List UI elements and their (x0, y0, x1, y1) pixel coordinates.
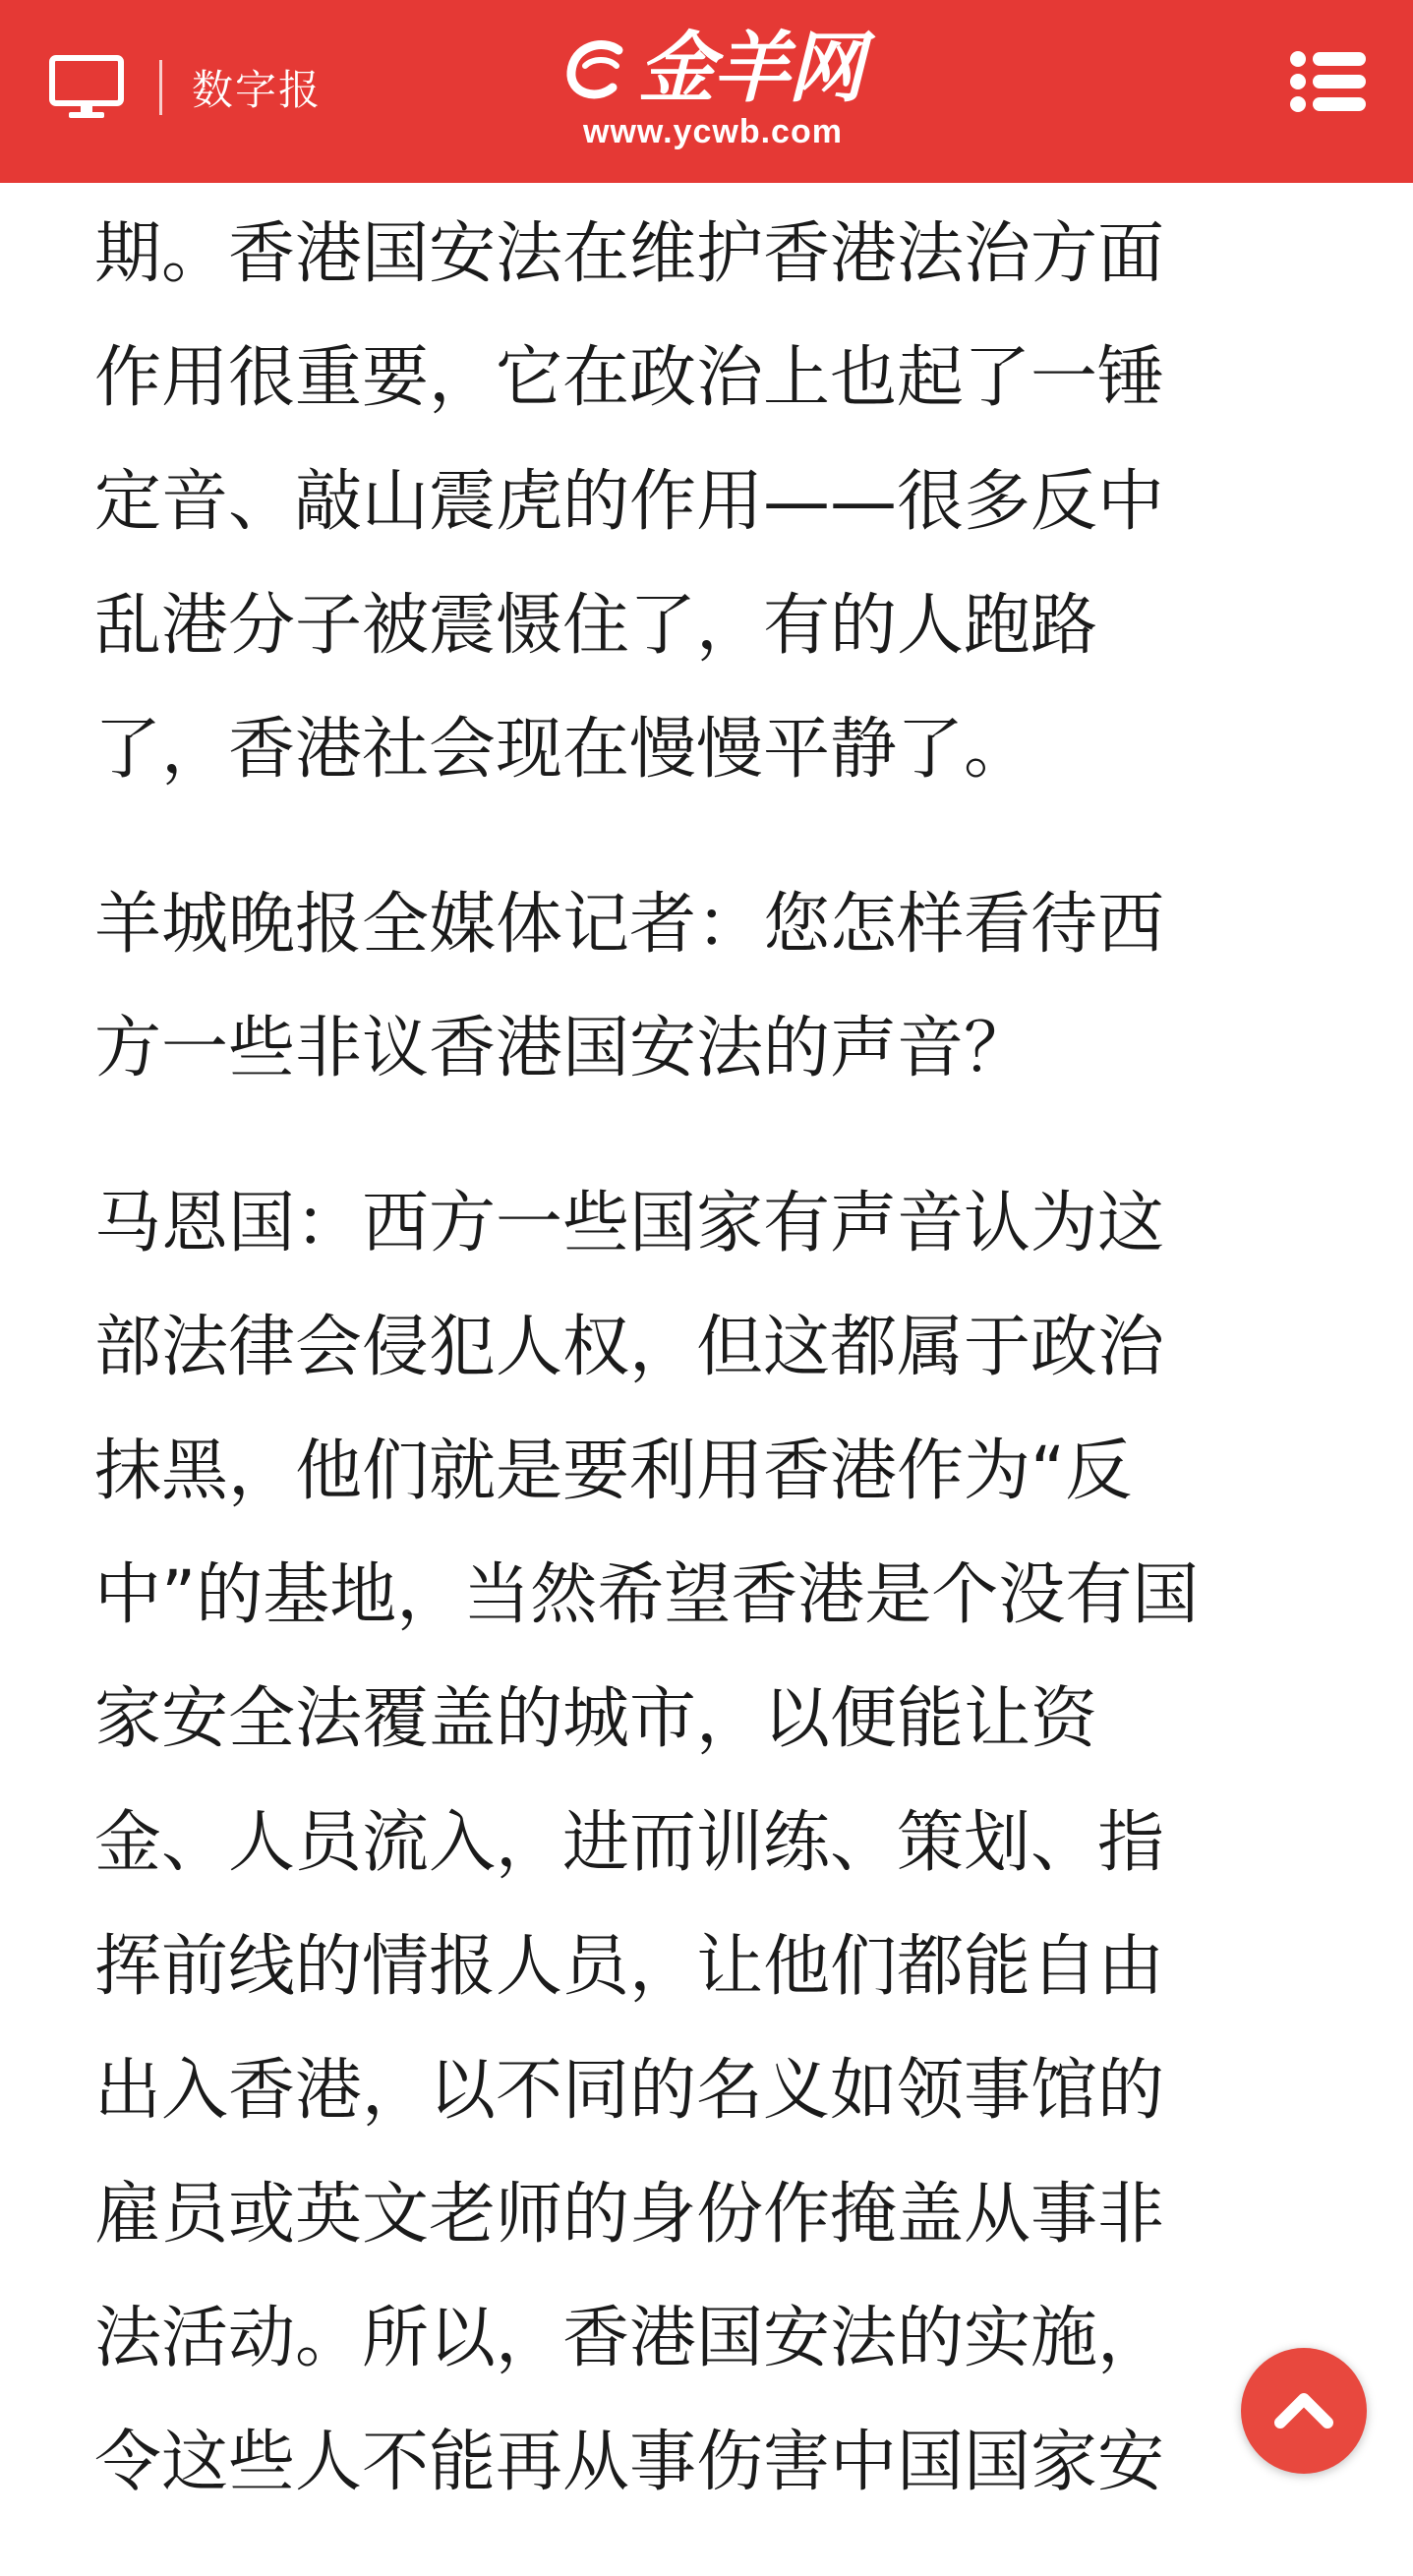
text-line: 家安全法覆盖的城市，以便能让资 (94, 1680, 1098, 1758)
text-line: 方一些非议香港国安法的声音？ (94, 1010, 1031, 1087)
logo-swirl-icon (563, 34, 632, 103)
logo-url: www.ycwb.com (583, 113, 843, 150)
digital-edition-link[interactable] (49, 55, 322, 120)
text-line: 乱港分子被震慑住了，有的人跑路 (94, 587, 1098, 665)
scroll-to-top-button[interactable] (1241, 2348, 1367, 2474)
article-paragraph (94, 193, 1343, 812)
header-divider (159, 60, 162, 115)
desktop-monitor-icon[interactable] (49, 55, 124, 120)
text-line: 期。香港国安法在维护香港法治方面 (94, 215, 1165, 293)
text-line: 作用很重要，它在政治上也起了一锤 (94, 339, 1165, 417)
text-line: 中”的基地，当然希望香港是个没有国 (94, 1556, 1200, 1634)
digital-newspaper-label[interactable]: 数字报 (192, 66, 323, 114)
text-line: 出入香港，以不同的名义如领事馆的 (94, 2052, 1165, 2130)
text-line: 了，香港社会现在慢慢平静了。 (94, 711, 1031, 789)
article-body (94, 193, 1343, 2576)
text-line: 挥前线的情报人员，让他们都能自由 (94, 1928, 1165, 2006)
text-line: 抹黑，他们就是要利用香港作为“反 (94, 1433, 1133, 1510)
site-logo[interactable] (556, 24, 870, 161)
top-header-bar (0, 0, 1413, 183)
text-line: 羊城晚报全媒体记者：您怎样看待西 (94, 886, 1165, 964)
article-paragraph (94, 863, 1343, 1111)
text-line: 金、人员流入，进而训练、策划、指 (94, 1804, 1165, 1882)
logo-text: 金羊网 (637, 24, 862, 113)
text-line: 定音、敲山震虎的作用——很多反中 (94, 463, 1165, 541)
logo-mark (556, 24, 870, 114)
text-line: 法活动。所以，香港国安法的实施， (94, 2300, 1165, 2377)
text-line: 雇员或英文老师的身份作掩盖从事非 (94, 2176, 1165, 2254)
text-line: 令这些人不能再从事伤害中国国家安 (94, 2424, 1165, 2501)
text-line: 马恩国：西方一些国家有声音认为这 (94, 1185, 1165, 1262)
article-paragraph (94, 1162, 1343, 2525)
menu-list-icon[interactable] (1289, 49, 1368, 114)
text-line: 部法律会侵犯人权，但这都属于政治 (94, 1309, 1165, 1386)
chevron-up-icon (1272, 2387, 1335, 2434)
